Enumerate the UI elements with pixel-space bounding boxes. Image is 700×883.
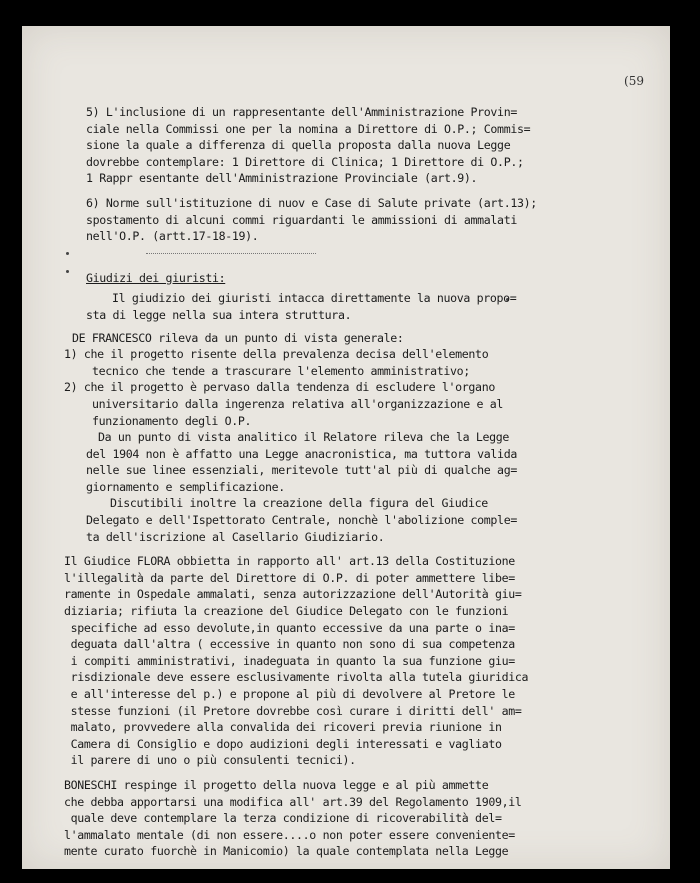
text-line: universitario dalla ingerenza relativa all'organizzazione e al: [92, 396, 504, 411]
flora-paragraph: [64, 553, 646, 769]
point-1: [64, 346, 646, 379]
text-line: Camera di Consiglio e dopo audizioni degli interessati e vagliato: [64, 736, 502, 751]
text-line: del 1904 non è affatto una Legge anacronistica, ma tuttora valida: [86, 446, 517, 461]
text-line: tecnico che tende a trascurare l'elemento amministrativo;: [92, 363, 470, 378]
page-number: (59: [624, 74, 644, 88]
text-line: diziaria; rifiuta la creazione del Giudice Delegato con le funzioni: [64, 604, 509, 619]
text-line: 1 Rappr esentante dell'Amministrazione Provinciale (art.9).: [86, 171, 478, 186]
paper-speck: [66, 270, 69, 273]
text-line: risdizionale deve essere esclusivamente rivolta alla tutela giuridica: [64, 670, 529, 685]
text-line: funzionamento degli O.P.: [92, 413, 252, 428]
text-line: l'illegalità da parte del Direttore di O.P. di poter ammettere libe=: [64, 570, 515, 585]
text-line: Da un punto di vista analitico il Relatore rileva che la Legge: [98, 430, 510, 445]
text-line: Delegato e dell'Ispettorato Centrale, nonchè l'abolizione comple=: [86, 513, 517, 528]
text-line: il parere di uno o più consulenti tecnici).: [64, 753, 356, 768]
text-line: 5) L'inclusione di un rappresentante dell'Amministrazione Provin=: [86, 105, 517, 119]
typed-text: [64, 104, 646, 860]
text-line: sta di legge nella sua intera struttura.: [86, 307, 352, 322]
relatore-paragraph: [86, 429, 646, 495]
boneschi-paragraph: [64, 777, 646, 860]
text-line: stesse funzioni (il Pretore dovrebbe così curare i diritti dell' am=: [64, 703, 522, 718]
text-line: 6) Norme sull'istituzione di nuov e Case di Salute private (art.13);: [86, 195, 537, 210]
text-line: dovrebbe contemplare: 1 Direttore di Clinica; 1 Direttore di O.P.;: [86, 154, 524, 169]
text-line: deguata dall'altra ( eccessive in quanto non sono di sua competenza: [64, 637, 515, 652]
text-line: specifiche ad esso devolute,in quanto eccessive da una parte o ina=: [64, 620, 515, 635]
text-line: Il giudizio dei giuristi intacca direttamente la nuova propo=: [112, 291, 517, 306]
text-line: malato, provvedere alla convalida dei ricoveri previa riunione in: [64, 720, 502, 735]
paragraph-6: [86, 195, 646, 245]
paragraph-5: [86, 104, 646, 187]
text-line: ramente in Ospedale ammalati, senza autorizzazione dell'Autorità giu=: [64, 587, 522, 602]
text-line: quale deve contemplare la terza condizione di ricoverabilità del=: [64, 811, 502, 826]
de-francesco-line: DE FRANCESCO rileva da un punto di vista generale:: [72, 330, 404, 345]
text-line: 2) che il progetto è pervaso dalla tendenza di escludere l'organo: [64, 380, 495, 395]
text-line: giornamento e semplificazione.: [86, 479, 285, 494]
text-line: e all'interesse del p.) e propone al più di devolvere al Pretore le: [64, 687, 515, 701]
document-page: [22, 26, 670, 869]
text-line: nell'O.P. (artt.17-18-19).: [86, 229, 259, 244]
paper-speck: [66, 252, 69, 255]
text-line: Discutibili inoltre la creazione della figura del Giudice: [110, 496, 488, 511]
intro-paragraph: [86, 290, 646, 323]
text-line: 1) che il progetto risente della prevalenza decisa dell'elemento: [64, 347, 489, 362]
text-line: i compiti amministrativi, inadeguata in quanto la sua funzione giu=: [64, 653, 515, 668]
text-line: mente curato fuorchè in Manicomio) la quale contemplata nella Legge: [64, 844, 509, 859]
text-line: ciale nella Commissi one per la nomina a Direttore di O.P.; Commis=: [86, 121, 531, 136]
discutibili-paragraph: [86, 495, 646, 545]
text-line: l'ammalato mentale (di non essere....o non poter essere conveniente=: [64, 827, 515, 842]
section-heading: Giudizi dei giuristi:: [86, 270, 226, 285]
text-line: spostamento di alcuni commi riguardanti le ammissioni di ammalati: [86, 212, 517, 227]
point-2: [64, 379, 646, 429]
text-line: che debba apportarsi una modifica all' art.39 del Regolamento 1909,il: [64, 794, 522, 809]
text-line: Il Giudice FLORA obbietta in rapporto all' art.13 della Costituzione: [64, 554, 515, 569]
text-line: BONESCHI respinge il progetto della nuova legge e al più ammette: [64, 777, 489, 792]
text-line: ta dell'iscrizione al Casellario Giudiziario.: [86, 529, 385, 544]
text-line: nelle sue linee essenziali, meritevole tutt'al più di qualche ag=: [86, 463, 517, 478]
text-line: sione la quale a differenza di quella proposta dalla nuova Legge: [86, 138, 511, 153]
